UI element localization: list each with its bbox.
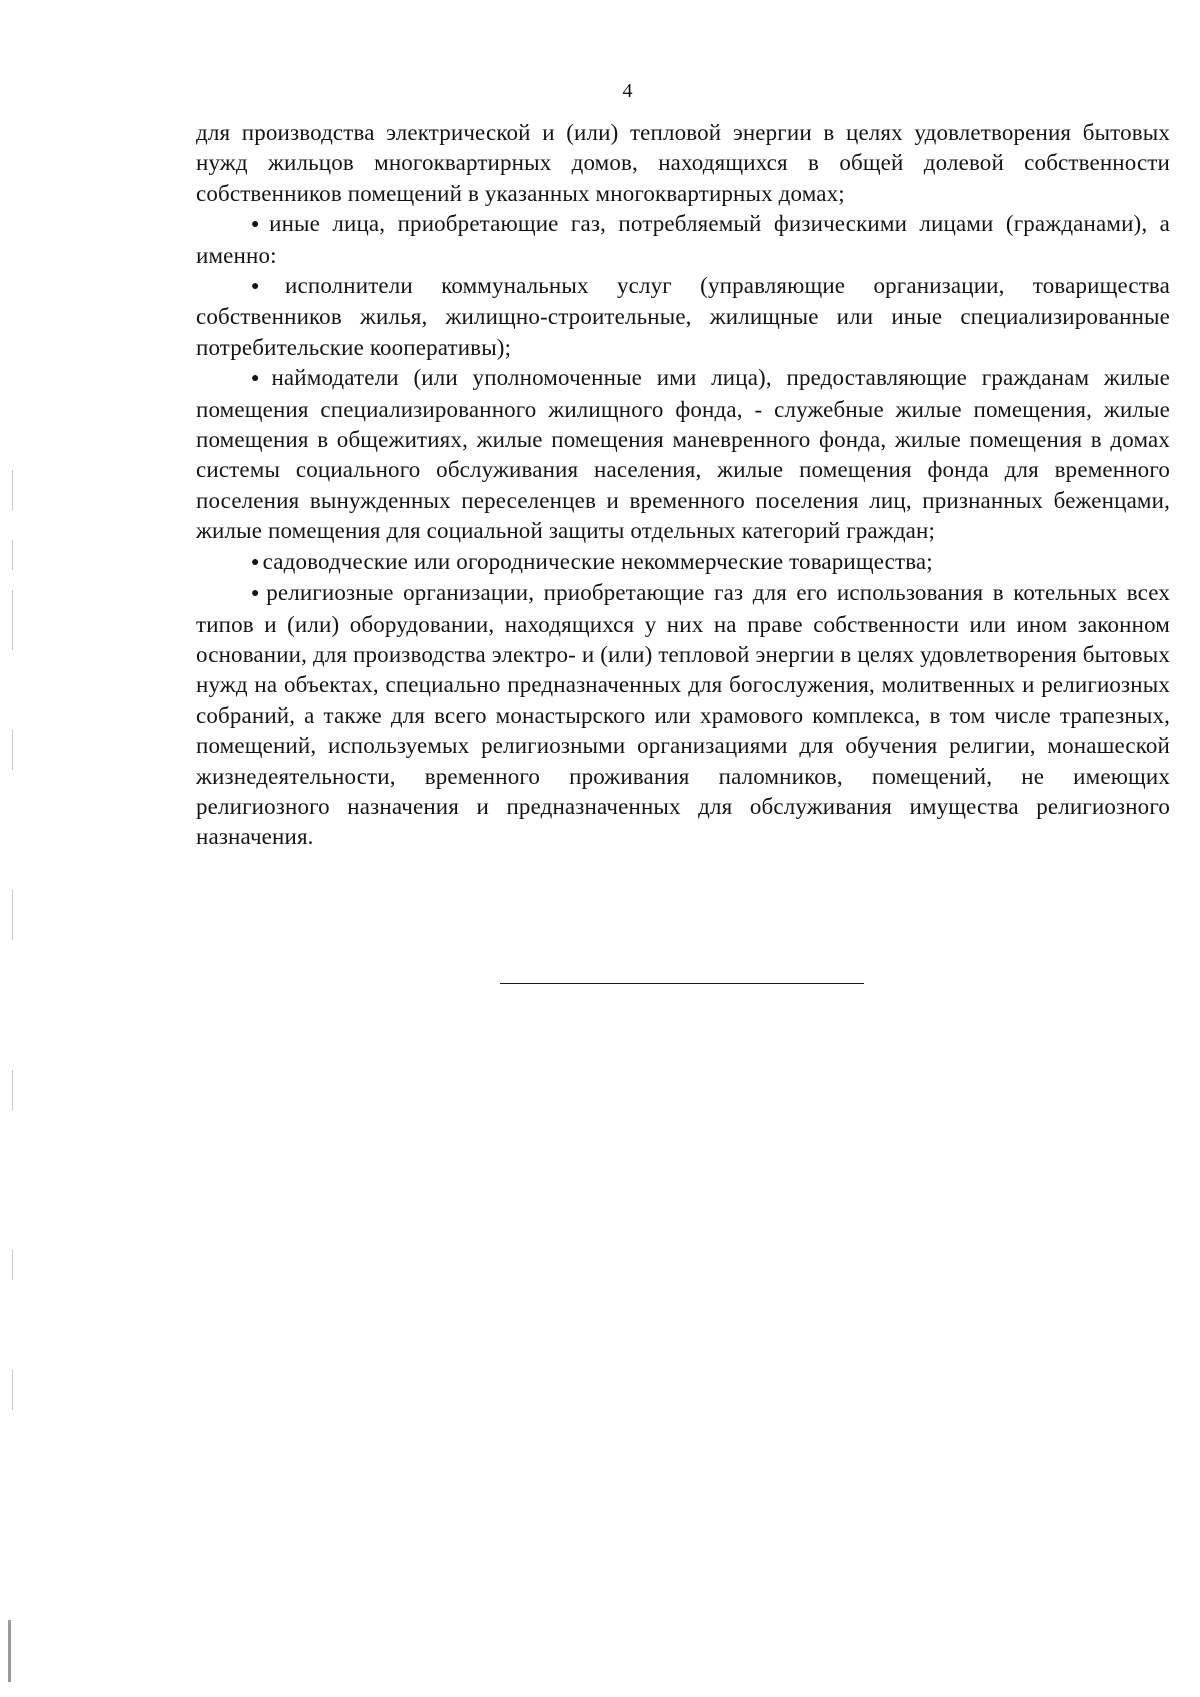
paragraph-continuation: для производства электрической и (или) тепловой энергии в целях удовлетворения бытовых нужд жильцов многоквартирных домов, находящихся в общей долевой собственности собственников помещений в указанных многоквартирных домах; (196, 120, 1170, 206)
bullet-text: иные лица, приобретающие газ, потребляемый физическими лицами (гражданами), а именно: (196, 211, 1170, 268)
bullet-icon: ● (251, 371, 269, 387)
document-body (196, 118, 1170, 853)
bullet-item-utility-providers (196, 271, 1170, 363)
bullet-text: исполнители коммунальных услуг (управляющие организации, товарищества собственников жилья, жилищно-строительные, жилищные или иные специализированные потребительские кооперативы); (196, 273, 1170, 360)
bullet-icon: ● (251, 279, 283, 295)
end-of-document-rule (500, 983, 864, 984)
bullet-item-religious-organizations (196, 578, 1170, 853)
scan-edge-marks (12, 470, 14, 1670)
bullet-icon: ● (251, 217, 267, 233)
bullet-item-landlords (196, 363, 1170, 546)
bullet-item-other-persons (196, 209, 1170, 271)
bullet-text: наймодатели (или уполномоченные ими лица), предоставляющие гражданам жилые помещения специализированного жилищного фонда, - служебные жилые помещения, жилые помещения в общежитиях, жилые помещения маневренного фонда, жилые помещения в домах системы социального обслуживания населения, жилые помещения фонда для временного поселения вынужденных переселенцев и временного поселения лиц, признанных беженцами, жилые помещения для социальной защиты отдельных категорий граждан; (196, 365, 1170, 544)
bullet-icon: ● (251, 586, 264, 602)
bullet-icon: ● (251, 554, 260, 570)
bullet-item-garden-partnerships (196, 547, 1170, 578)
page-number: 4 (622, 80, 633, 102)
scan-edge-mark (8, 1620, 11, 1682)
bullet-text: религиозные организации, приобретающие газ для его использования в котельных всех типов и (или) оборудовании, находящихся у них на праве собственности или ином законном основании, для производства электро- и (или) тепловой энергии в целях удовлетворения бытовых нужд на объектах, специально предназначенных для богослужения, молитвенных и религиозных собраний, а также для всего монастырского или храмового комплекса, в том числе трапезных, помещений, используемых религиозными организациями для обучения религии, монашеской жизнедеятельности, временного проживания паломников, помещений, не имеющих религиозного назначения и предназначенных для обслуживания имущества религиозного назначения. (196, 580, 1171, 850)
bullet-text: садоводческие или огороднические некоммерческие товарищества; (262, 548, 933, 574)
